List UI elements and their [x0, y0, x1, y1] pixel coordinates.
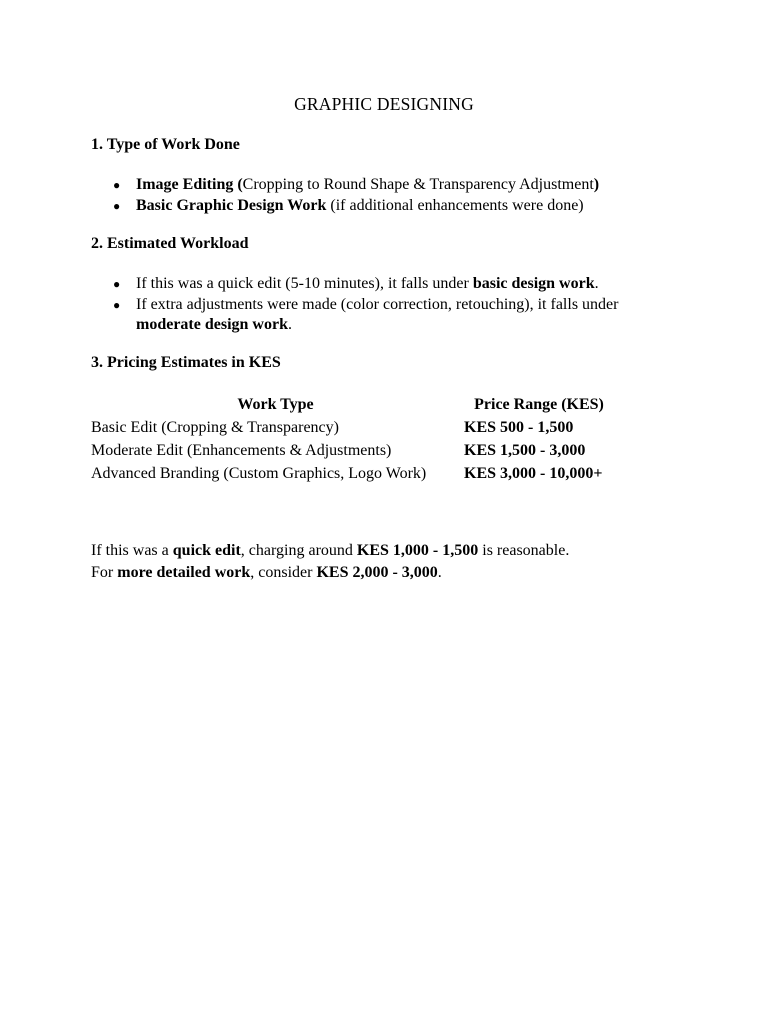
bullet-icon: ● — [113, 178, 121, 192]
work-type-cell: Moderate Edit (Enhancements & Adjustments) — [91, 441, 392, 459]
work-type-list — [91, 175, 691, 216]
table-header-row — [89, 393, 616, 416]
conclusion-bold: more detailed work — [117, 564, 251, 581]
conclusion-bold-price: KES 2,000 - 3,000 — [316, 564, 438, 581]
conclusion-line-quick-edit — [91, 540, 569, 561]
work-type-cell: Advanced Branding (Custom Graphics, Logo Work) — [91, 464, 427, 482]
list-item — [91, 196, 691, 217]
item-bold-text: Basic Graphic Design Work — [136, 196, 327, 214]
bullet-icon: ● — [113, 277, 121, 291]
list-item — [91, 274, 681, 295]
document-title: GRAPHIC DESIGNING — [294, 94, 474, 114]
conclusion-text: . — [437, 564, 442, 581]
column-header-work-type: Work Type — [237, 395, 314, 413]
section-heading-type-of-work: 1. Type of Work Done — [91, 136, 240, 153]
list-item — [91, 295, 681, 336]
item-text: If this was a quick edit (5-10 minutes), it falls under — [136, 275, 473, 292]
table-row — [89, 416, 616, 439]
conclusion-text: , charging around — [240, 542, 357, 559]
item-bold-text: moderate design work — [136, 316, 288, 333]
conclusion-bold: quick edit — [172, 542, 241, 559]
item-text: If extra adjustments were made (color correction, retouching), it falls under — [136, 295, 619, 313]
conclusion-line-detailed-work — [91, 562, 442, 583]
conclusion-bold-price: KES 1,000 - 1,500 — [356, 542, 479, 559]
list-item — [91, 175, 691, 196]
section-heading-workload: 2. Estimated Workload — [91, 235, 249, 252]
work-type-cell: Basic Edit (Cropping & Transparency) — [91, 418, 339, 436]
item-bold-text: basic design work — [472, 275, 595, 292]
item-end: . — [594, 275, 599, 292]
conclusion-text: , consider — [250, 564, 317, 581]
conclusion-text: is reasonable. — [478, 542, 570, 559]
item-text: (if additional enhancements were done) — [326, 196, 584, 214]
column-header-price-range: Price Range (KES) — [474, 395, 604, 413]
price-cell: KES 3,000 - 10,000+ — [464, 464, 603, 482]
section-heading-pricing: 3. Pricing Estimates in KES — [91, 354, 281, 371]
item-text: Cropping to Round Shape & Transparency Adjustment — [242, 176, 594, 193]
item-end: . — [287, 316, 292, 333]
item-bold-text: Image Editing ( — [136, 176, 243, 193]
price-cell: KES 1,500 - 3,000 — [464, 441, 586, 459]
bullet-icon: ● — [113, 297, 121, 312]
bullet-icon: ● — [113, 198, 121, 213]
conclusion-text: For — [91, 564, 118, 581]
table-row — [89, 439, 616, 462]
item-bold-end: ) — [593, 176, 600, 193]
table-row — [89, 462, 616, 485]
price-cell: KES 500 - 1,500 — [464, 418, 574, 436]
pricing-table — [89, 393, 616, 485]
workload-list — [91, 274, 681, 336]
conclusion-text: If this was a — [91, 542, 173, 559]
